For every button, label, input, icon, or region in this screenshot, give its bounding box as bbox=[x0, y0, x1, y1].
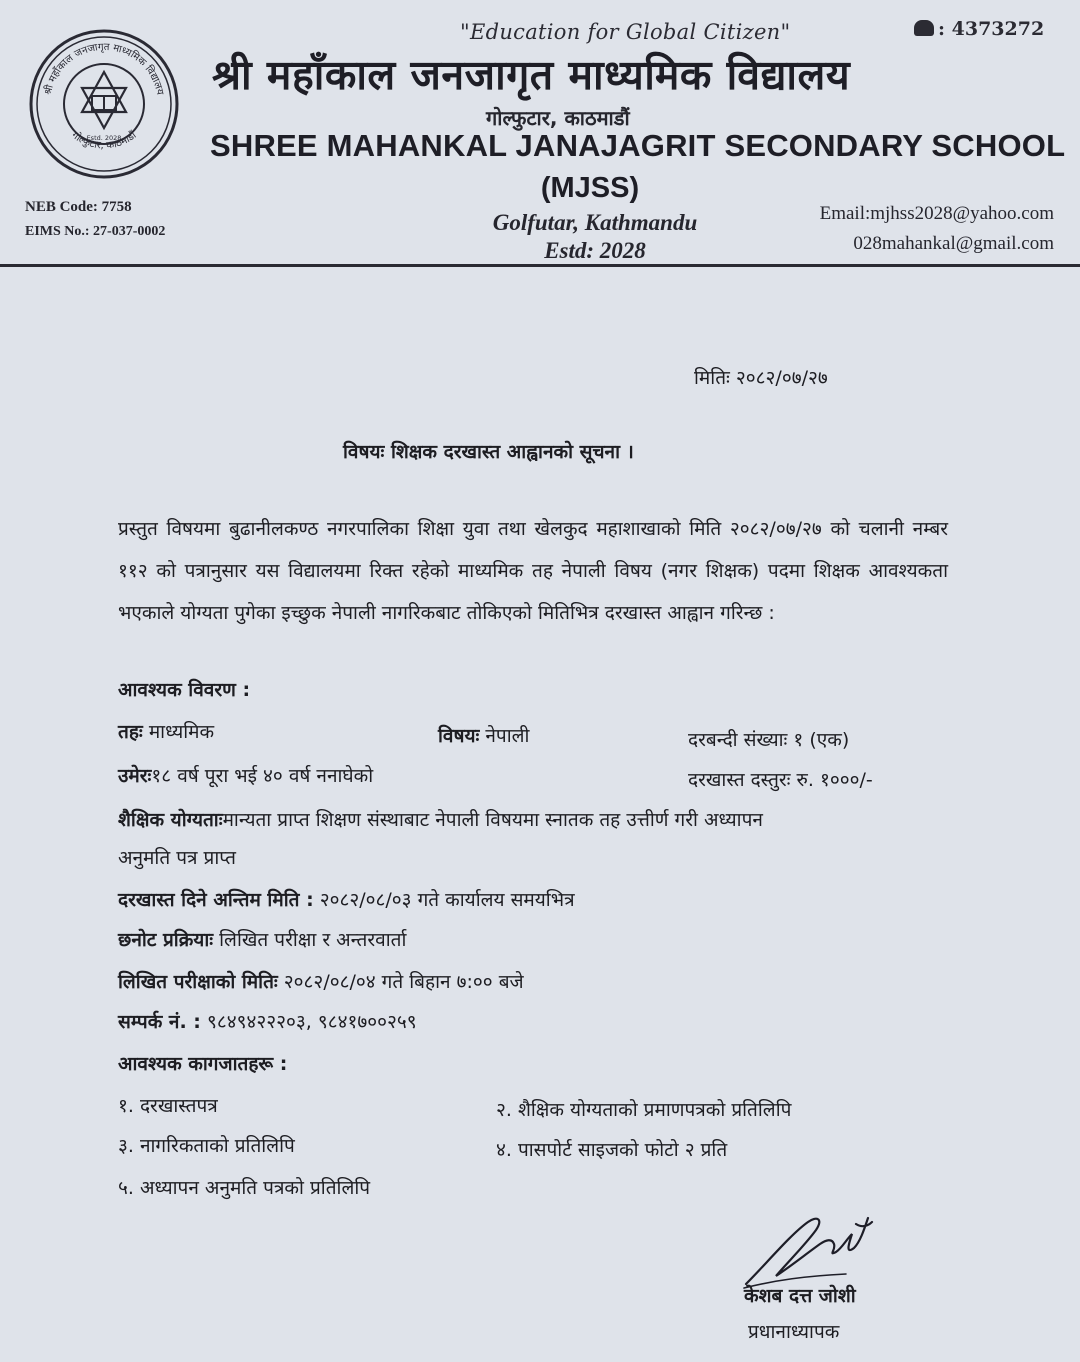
level-label: तहः bbox=[118, 721, 143, 743]
application-fee: दरखास्त दस्तुरः रु. १०००/- bbox=[688, 769, 873, 791]
seal-estd: Estd. 2028 bbox=[86, 134, 122, 142]
subject-value: नेपाली bbox=[485, 725, 530, 747]
level-value: माध्यमिक bbox=[148, 721, 215, 743]
document-item: ५. अध्यापन अनुमति पत्रको प्रतिलिपि bbox=[118, 1177, 371, 1199]
document-item: १. दरखास्तपत्र bbox=[118, 1095, 218, 1117]
selection-row bbox=[118, 926, 406, 952]
selection-label: छनोट प्रक्रियाः bbox=[118, 929, 214, 951]
documents-heading: आवश्यक कागजातहरू : bbox=[118, 1053, 288, 1075]
phone-icon bbox=[914, 20, 934, 36]
school-motto: "Education for Global Citizen" bbox=[460, 20, 791, 44]
subject-row bbox=[438, 722, 529, 748]
established-year: Estd: 2028 bbox=[544, 238, 646, 263]
document-item: ४. पासपोर्ट साइजको फोटो २ प्रति bbox=[496, 1139, 728, 1161]
exam-label: लिखित परीक्षाको मितिः bbox=[118, 971, 278, 993]
email-secondary: 028mahankal@gmail.com bbox=[853, 233, 1054, 254]
school-name-nepali: श्री महाँकाल जनजागृत माध्यमिक विद्यालय bbox=[212, 51, 851, 99]
age-value: १८ वर्ष पूरा भई ४० वर्ष ननाघेको bbox=[151, 765, 374, 787]
svg-text:गोल्फुटार, काठमाडौं: गोल्फुटार, काठमाडौं bbox=[69, 129, 139, 152]
document-item: ३. नागरिकताको प्रतिलिपि bbox=[118, 1135, 295, 1157]
deadline-row bbox=[118, 886, 575, 912]
address-nepali: गोल्फुटार, काठमाडौं bbox=[486, 106, 630, 130]
qualification-row-cont: अनुमति पत्र प्राप्त bbox=[118, 847, 236, 869]
school-codes bbox=[25, 199, 165, 240]
subject-label: विषयः bbox=[438, 725, 480, 747]
qualification-value: मान्यता प्राप्त शिक्षण संस्थाबाट नेपाली विषयमा स्नातक तह उत्तीर्ण गरी अध्यापन bbox=[222, 809, 763, 831]
school-seal-logo bbox=[28, 28, 180, 180]
email-primary: Email:mjhss2028@yahoo.com bbox=[819, 203, 1054, 224]
email-block bbox=[820, 203, 1054, 255]
phone-value: : 4373272 bbox=[938, 18, 1045, 40]
phone-number bbox=[914, 18, 1044, 40]
selection-value: लिखित परीक्षा र अन्तरवार्ता bbox=[219, 929, 407, 951]
neb-code: NEB Code: 7758 bbox=[25, 199, 132, 215]
notice-date: मितिः २०८२/०७/२७ bbox=[694, 367, 828, 389]
school-abbreviation: (MJSS) bbox=[540, 172, 640, 204]
contact-label: सम्पर्क नं. : bbox=[118, 1011, 201, 1033]
address-english: Golfutar, Kathmandu bbox=[492, 210, 698, 235]
header-divider bbox=[0, 264, 1080, 267]
deadline-value: २०८२/०८/०३ गते कार्यालय समयभित्र bbox=[319, 889, 575, 911]
notice-subject: विषयः शिक्षक दरखास्त आह्वानको सूचना । bbox=[343, 441, 634, 463]
age-label: उमेरः bbox=[118, 765, 152, 787]
contact-row bbox=[118, 1008, 417, 1034]
level-row bbox=[118, 718, 214, 744]
eims-number: EIMS No.: 27-037-0002 bbox=[25, 224, 166, 239]
principal-signature bbox=[736, 1204, 886, 1294]
exam-row bbox=[118, 968, 524, 994]
school-name-english: SHREE MAHANKAL JANAJAGRIT SECONDARY SCHOOL bbox=[210, 128, 1066, 163]
signatory-name: केशब दत्त जोशी bbox=[744, 1285, 856, 1307]
details-heading: आवश्यक विवरण : bbox=[118, 679, 251, 701]
posts-count: दरबन्दी संख्याः १ (एक) bbox=[688, 729, 850, 751]
svg-text:श्री महाँकाल जनजागृत माध्यमिक: श्री महाँकाल जनजागृत माध्यमिक विद्यालय bbox=[42, 41, 166, 96]
notice-body: प्रस्तुत विषयमा बुढानीलकण्ठ नगरपालिका शिक्षा युवा तथा खेलकुद महाशाखाको मिति २०८२/०७/२७ को चलानी नम्बर ११२ को पत्रानुसार यस विद्यालयमा रिक्त रहेको माध्यमिक तह नेपाली विषय (नगर शिक्षक) पदमा शिक्षक आवश्यकता भएकाले योग्यता पुगेका इच्छुक नेपाली नागरिकबाट तोकिएको मितिभित्र दरखास्त आह्वान गरिन्छ : bbox=[118, 518, 948, 624]
qualification-label: शैक्षिक योग्यताः bbox=[118, 809, 223, 831]
signatory-title: प्रधानाध्यापक bbox=[748, 1321, 840, 1343]
document-item: २. शैक्षिक योग्यताको प्रमाणपत्रको प्रतिलिपि bbox=[496, 1099, 792, 1121]
age-row bbox=[118, 762, 373, 788]
contact-value: ९८४९४२२२०३, ९८४१७००२५९ bbox=[206, 1011, 417, 1033]
exam-value: २०८२/०८/०४ गते बिहान ७:०० बजे bbox=[283, 971, 524, 993]
deadline-label: दरखास्त दिने अन्तिम मिति : bbox=[118, 889, 314, 911]
qualification-row bbox=[118, 806, 763, 832]
